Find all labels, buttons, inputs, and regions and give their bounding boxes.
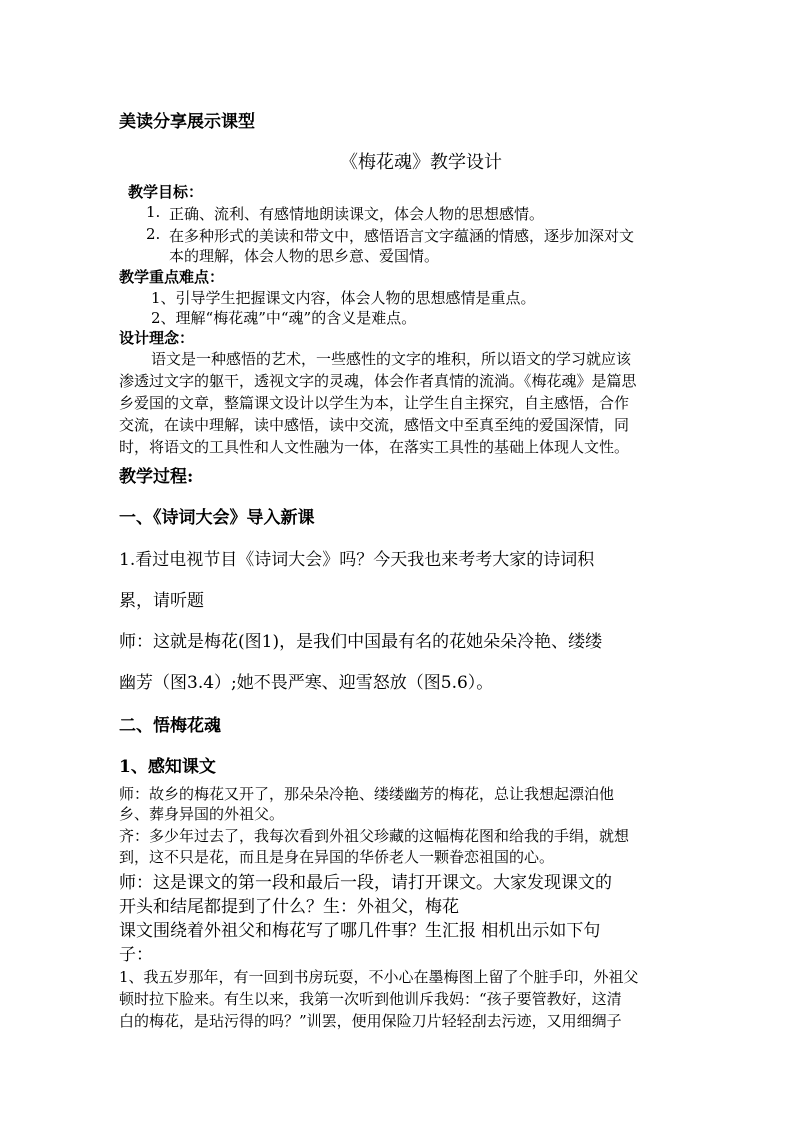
part2-heading: 二、悟梅花魂	[119, 716, 221, 736]
objectives-heading: 教学目标：	[128, 183, 204, 201]
process-line: 师：这就是梅花(图1)，是我们中国最有名的花她朵朵冷艳、缕缕	[119, 632, 603, 652]
process-line: 累，请听题	[119, 591, 204, 611]
reading-line: 到，这不只是花，而且是身在异国的华侨老人一颗眷恋祖国的心。	[119, 848, 555, 866]
key-points-heading: 教学重点难点：	[119, 268, 225, 286]
teacher-line: 子：	[119, 945, 153, 965]
part1-heading: 一、《诗词大会》导入新课	[119, 508, 315, 528]
process-line: 幽芳（图3.4）;她不畏严寒、迎雪怒放（图5.6）。	[119, 673, 494, 693]
objective-item: 在多种形式的美读和带文中，感悟语言文字蕴涵的情感，逐步加深对文	[169, 227, 635, 245]
reading-line: 师：故乡的梅花又开了，那朵朵冷艳、缕缕幽芳的梅花，总让我想起漂泊他	[119, 785, 615, 803]
objective-item: 正确、流利、有感情地朗读课文，体会人物的思想感情。	[169, 205, 545, 223]
philosophy-heading: 设计理念：	[119, 329, 195, 347]
process-line: 1.看过电视节目《诗词大会》吗？今天我也来考考大家的诗词积	[119, 550, 595, 570]
story-line: 顿时拉下脸来。有生以来，我第一次听到他训斥我妈：“孩子要管教好，这清	[119, 990, 622, 1008]
reading-line: 乡、葬身异国的外祖父。	[119, 805, 285, 823]
sub1-heading: 1、感知课文	[119, 757, 216, 777]
teacher-line: 开头和结尾都提到了什么？生：外祖父，梅花	[119, 897, 459, 917]
key-point-item: 2、理解“梅花魂”中“魂”的含义是难点。	[151, 309, 417, 327]
document-title: 《梅花魂》教学设计	[340, 152, 502, 173]
philosophy-line: 渗透过文字的躯干，透视文字的灵魂，体会作者真情的流淌。《梅花魂》是篇思	[119, 372, 637, 390]
story-line: 1、我五岁那年，有一回到书房玩耍，不小心在墨梅图上留了个脏手印，外祖父	[119, 968, 639, 986]
process-heading: 教学过程:	[119, 467, 194, 487]
philosophy-line: 乡爱国的文章，整篇课文设计以学生为本，让学生自主探究，自主感悟，合作	[119, 394, 630, 412]
philosophy-line: 交流，在读中理解，读中感悟，读中交流，感悟文中至真至纯的爱国深情，同	[119, 416, 630, 434]
objective-number: 2.	[146, 225, 161, 243]
teacher-line: 师：这是课文的第一段和最后一段，请打开课文。大家发现课文的	[119, 873, 612, 893]
philosophy-line: 语文是一种感悟的艺术，一些感性的文字的堆积，所以语文的学习就应该	[151, 350, 632, 368]
philosophy-line: 时，将语文的工具性和人文性融为一体，在落实工具性的基础上体现人文性。	[119, 438, 630, 456]
teacher-line: 课文围绕着外祖父和梅花写了哪几件事？生汇报 相机出示如下句	[119, 921, 601, 941]
lesson-type: 美读分享展示课型	[119, 112, 255, 132]
key-point-item: 1、引导学生把握课文内容，体会人物的思想感情是重点。	[151, 289, 536, 307]
story-line: 白的梅花，是玷污得的吗？”训罢，便用保险刀片轻轻刮去污迹，又用细绸子	[119, 1012, 622, 1030]
reading-line: 齐：多少年过去了，我每次看到外祖父珍藏的这幅梅花图和给我的手绢，就想	[119, 827, 630, 845]
objective-item-continued: 本的理解，体会人物的思乡意、爱国情。	[169, 247, 440, 265]
objective-number: 1.	[146, 203, 161, 221]
